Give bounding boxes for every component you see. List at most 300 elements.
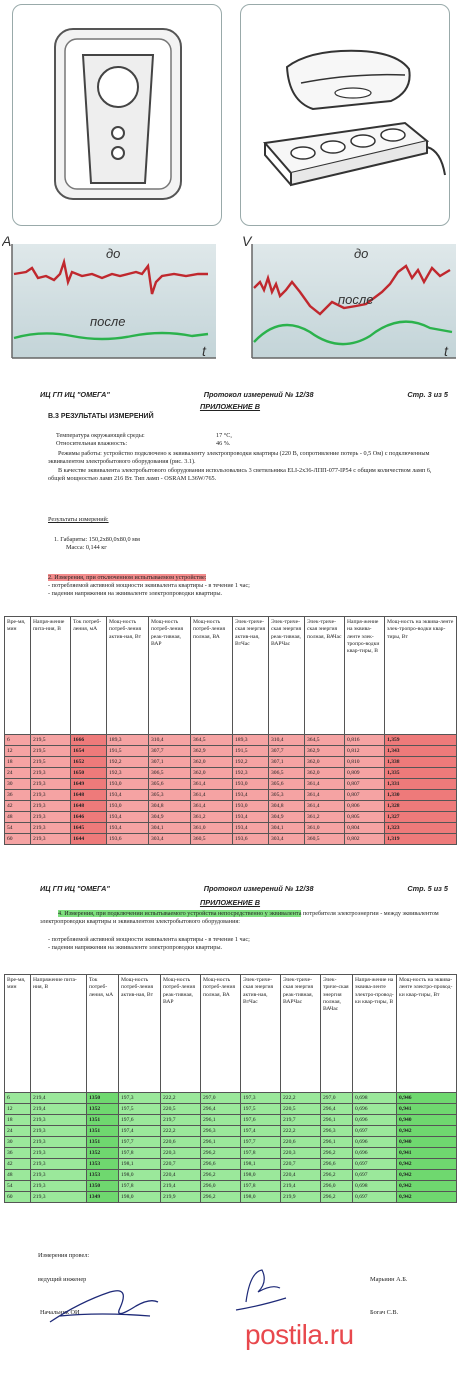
org-name: ИЦ ГП ИЦ "ОМЕГА" [40, 884, 110, 893]
table-cell: 198,1 [241, 1159, 281, 1170]
table-cell: 1350 [87, 1093, 119, 1104]
table-cell: 222,2 [281, 1126, 321, 1137]
table-cell: 42 [5, 1159, 31, 1170]
table-cell: 307,1 [269, 757, 305, 768]
table-cell: 189,3 [107, 735, 149, 746]
table-cell: 310,4 [269, 735, 305, 746]
table-row [5, 1170, 457, 1181]
table-row [5, 1137, 457, 1148]
table-row [5, 812, 457, 823]
table-cell: 1,359 [385, 735, 457, 746]
table-cell: 305,3 [149, 790, 191, 801]
table-cell: 361,4 [305, 790, 345, 801]
annex-title: ПРИЛОЖЕНИЕ В [199, 898, 261, 907]
table-cell: 193,0 [233, 801, 269, 812]
table-cell: 361,4 [191, 801, 233, 812]
table-cell: 297,0 [201, 1093, 241, 1104]
table-cell: 0,807 [345, 790, 385, 801]
table-cell: 197,4 [119, 1126, 161, 1137]
table-cell: 219,3 [31, 1159, 87, 1170]
table-cell: 1644 [71, 834, 107, 845]
table-cell: 1666 [71, 735, 107, 746]
table-cell: 1,343 [385, 746, 457, 757]
table-cell: 0,946 [397, 1093, 457, 1104]
table-cell: 1,327 [385, 812, 457, 823]
table-cell: 12 [5, 1104, 31, 1115]
table-cell: 219,4 [31, 1104, 87, 1115]
table-cell: 54 [5, 823, 31, 834]
table-cell: 304,9 [149, 812, 191, 823]
column-header: Мощ-ность потреб-ления реак-тивная, ВАР [161, 975, 201, 1093]
page-header [40, 390, 448, 400]
table-cell: 0,697 [353, 1126, 397, 1137]
table-cell: 296,1 [201, 1115, 241, 1126]
table-cell: 24 [5, 768, 31, 779]
table-cell: 220,6 [281, 1137, 321, 1148]
table-row [5, 1126, 457, 1137]
table-cell: 360,5 [191, 834, 233, 845]
table-cell: 193,4 [107, 812, 149, 823]
item-2-bullet-1: - потребляемой активной мощности эквивалента квартиры - в течение 1 час; [48, 582, 250, 589]
table-cell: 1,331 [385, 779, 457, 790]
table-cell: 198,1 [119, 1159, 161, 1170]
table-cell: 1,338 [385, 757, 457, 768]
table-cell: 193,6 [233, 834, 269, 845]
table-cell: 0,942 [397, 1159, 457, 1170]
column-header: Элек-триче-ская энергия полная, ВАЧас [305, 617, 345, 735]
table-cell: 219,3 [31, 779, 71, 790]
table-cell: 197,8 [119, 1181, 161, 1192]
table-cell: 0,698 [353, 1181, 397, 1192]
table-cell: 361,2 [305, 812, 345, 823]
table-row [5, 790, 457, 801]
table-cell: 192,2 [233, 757, 269, 768]
x-axis-label: t [444, 343, 448, 359]
lead-engineer-label: ведущий инженер [38, 1276, 87, 1283]
table-cell: 219,3 [31, 768, 71, 779]
table-cell: 48 [5, 812, 31, 823]
equivalent-text: В качестве эквивалента электробытового оборудования использовались 3 светильника ELI-2х36-ЛПП-077-IP54 с общим количеством ламп 6, общей мощностью ламп 216 Вт. Тип ламп - OSRAM L36W/765. [48, 467, 432, 483]
table-cell: 60 [5, 834, 31, 845]
table-row [5, 1181, 457, 1192]
table-cell: 296,0 [321, 1181, 353, 1192]
table-cell: 219,3 [31, 823, 71, 834]
table-cell: 219,3 [31, 801, 71, 812]
column-header: Напря-жение на эквива-ленте электро-провод-ки квар-тиры, В [353, 975, 397, 1093]
table-cell: 296,1 [321, 1137, 353, 1148]
column-header: Вре-мя, мин [5, 975, 31, 1093]
table-cell: 0,809 [345, 768, 385, 779]
table-cell: 198,0 [119, 1192, 161, 1203]
table-cell: 0,940 [397, 1115, 457, 1126]
table-cell: 197,7 [241, 1137, 281, 1148]
mass: Масса: 0,144 кг [66, 544, 107, 551]
conditions: Температура окружающей среды: 17 °С, Относительная влажность: 46 %. [56, 432, 232, 448]
table-cell: 296,2 [321, 1170, 353, 1181]
table-cell: 193,0 [233, 779, 269, 790]
table-cell: 219,7 [281, 1115, 321, 1126]
table-cell: 219,5 [31, 746, 71, 757]
table-cell: 305,3 [269, 790, 305, 801]
column-header: Ток потреб-ления, мА [87, 975, 119, 1093]
table-cell: 219,3 [31, 834, 71, 845]
table-row [5, 779, 457, 790]
plug-adapter-illustration [240, 4, 450, 226]
table-cell: 296,6 [321, 1159, 353, 1170]
table-cell: 1,335 [385, 768, 457, 779]
table-cell: 297,0 [321, 1093, 353, 1104]
column-header: Элек-триче-ская энергия реак-тивная, ВАРЧас [269, 617, 305, 735]
table-cell: 30 [5, 1137, 31, 1148]
table-cell: 361,4 [191, 790, 233, 801]
table-cell: 0,804 [345, 823, 385, 834]
table-cell: 0,942 [397, 1181, 457, 1192]
table-cell: 197,3 [241, 1093, 281, 1104]
column-header: Мощ-ность на эквива-ленте элек-тропро-водки квар-тиры, Вт [385, 617, 457, 735]
table-cell: 1352 [87, 1148, 119, 1159]
table-cell: 193,4 [107, 790, 149, 801]
table-cell: 219,7 [161, 1115, 201, 1126]
table-cell: 296,4 [321, 1104, 353, 1115]
signature-head [40, 1272, 170, 1332]
item-2-bullet-2: - падения напряжения на эквиваленте электропроводки квартиры. [48, 590, 223, 597]
protocol-page-3 [0, 368, 460, 868]
table-cell: 304,1 [269, 823, 305, 834]
table-cell: 1349 [87, 1192, 119, 1203]
dimensions: 1. Габариты: 150,2х80,0х80,0 мм [54, 536, 140, 543]
table-row [5, 1093, 457, 1104]
table-cell: 0,698 [353, 1093, 397, 1104]
table-cell: 1350 [87, 1181, 119, 1192]
table-cell: 0,807 [345, 779, 385, 790]
table-cell: 1648 [71, 801, 107, 812]
table-cell: 42 [5, 801, 31, 812]
table-cell: 1645 [71, 823, 107, 834]
table-cell: 220,5 [281, 1104, 321, 1115]
table-cell: 220,4 [161, 1170, 201, 1181]
table-cell: 305,6 [269, 779, 305, 790]
table-cell: 304,8 [269, 801, 305, 812]
table-cell: 0,942 [397, 1170, 457, 1181]
table-cell: 192,2 [107, 757, 149, 768]
table-cell: 360,5 [305, 834, 345, 845]
table-cell: 197,5 [241, 1104, 281, 1115]
table-cell: 197,3 [119, 1093, 161, 1104]
table-cell: 303,4 [269, 834, 305, 845]
column-header: Элек-триче-ская энергия актив-ная, ВтЧас [241, 975, 281, 1093]
column-header: Вре-мя, мин [5, 617, 31, 735]
table-cell: 304,1 [149, 823, 191, 834]
table-cell: 0,696 [353, 1115, 397, 1126]
table-cell: 197,6 [119, 1115, 161, 1126]
measurements-table-on [4, 974, 457, 1203]
column-header: Элек-триче-ская энергия реак-тивная, ВАРЧас [281, 975, 321, 1093]
table-cell: 296,2 [321, 1192, 353, 1203]
table-cell: 0,810 [345, 757, 385, 768]
table-cell: 303,4 [149, 834, 191, 845]
table-row [5, 1115, 457, 1126]
table-cell: 192,3 [233, 768, 269, 779]
voltage-graph [240, 232, 458, 362]
table-cell: 220,7 [281, 1159, 321, 1170]
table-cell: 219,9 [281, 1192, 321, 1203]
page-header [40, 884, 448, 894]
postila-watermark: postila.ru [245, 1319, 354, 1350]
table-cell: 219,4 [281, 1181, 321, 1192]
table-cell: 362,0 [191, 757, 233, 768]
table-cell: 220,3 [281, 1148, 321, 1159]
table-cell: 0,696 [353, 1104, 397, 1115]
table-cell: 198,0 [241, 1170, 281, 1181]
table-cell: 361,0 [191, 823, 233, 834]
table-cell: 1353 [87, 1170, 119, 1181]
table-cell: 364,5 [191, 735, 233, 746]
item-4-text: 4. Измерения, при подключении испытываемого устройства непосредственно у эквивалента потребителя электроэнергии - между эквивалентом электропроводки квартиры и эквивалентом электробытового оборудования: [40, 910, 439, 926]
protocol-page-5 [0, 868, 460, 1373]
table-row [5, 801, 457, 812]
table-cell: 219,3 [31, 1192, 87, 1203]
column-header: Ток потреб-ления, мА [71, 617, 107, 735]
table-cell: 296,0 [201, 1181, 241, 1192]
table-cell: 307,7 [269, 746, 305, 757]
table-cell: 1646 [71, 812, 107, 823]
table-cell: 0,942 [397, 1192, 457, 1203]
table-cell: 364,5 [305, 735, 345, 746]
table-cell: 220,6 [161, 1137, 201, 1148]
table-cell: 219,3 [31, 1126, 87, 1137]
table-row [5, 834, 457, 845]
table-cell: 296,3 [201, 1126, 241, 1137]
table-row [5, 1192, 457, 1203]
measurements-table-off [4, 616, 457, 845]
table-row [5, 768, 457, 779]
table-header-row [5, 975, 457, 1093]
table-row [5, 1104, 457, 1115]
head-name: Богач С.В. [370, 1309, 399, 1316]
table-cell: 193,4 [233, 823, 269, 834]
table-cell: 310,4 [149, 735, 191, 746]
table-cell: 193,4 [233, 790, 269, 801]
table-cell: 219,3 [31, 1148, 87, 1159]
table-cell: 0,805 [345, 812, 385, 823]
table-cell: 304,9 [269, 812, 305, 823]
mode-text: Режимы работы: устройство подключено к эквиваленту электропроводки квартиры (220 В, сопротивление потерь - 0,5 Ом) с подключенным эквивалентом электробытового оборудования (рис. 3.1). [48, 450, 430, 466]
table-cell: 189,3 [233, 735, 269, 746]
item-4-bullet-2: - падения напряжения на эквиваленте электропроводки квартиры. [48, 944, 223, 951]
table-cell: 0,942 [397, 1126, 457, 1137]
table-cell: 296,2 [201, 1170, 241, 1181]
table-cell: 296,4 [201, 1104, 241, 1115]
table-cell: 362,0 [305, 768, 345, 779]
table-cell: 30 [5, 779, 31, 790]
after-label: после [90, 314, 126, 329]
table-cell: 220,4 [281, 1170, 321, 1181]
table-cell: 296,2 [321, 1148, 353, 1159]
table-cell: 193,0 [107, 801, 149, 812]
table-cell: 1352 [87, 1104, 119, 1115]
current-graph [2, 232, 220, 362]
table-cell: 361,0 [305, 823, 345, 834]
table-cell: 1,319 [385, 834, 457, 845]
table-cell: 304,8 [149, 801, 191, 812]
table-cell: 306,5 [269, 768, 305, 779]
table-cell: 222,2 [161, 1126, 201, 1137]
table-cell: 193,4 [107, 823, 149, 834]
y-axis-label: A [2, 233, 12, 249]
org-name: ИЦ ГП ИЦ "ОМЕГА" [40, 390, 110, 399]
item-2-title: 2. Измерения, при отключенном испытываемом устройстве: [48, 574, 207, 581]
table-cell: 362,9 [191, 746, 233, 757]
table-cell: 219,3 [31, 1170, 87, 1181]
table-cell: 0,812 [345, 746, 385, 757]
measured-by-label: Измерения провел: [38, 1252, 90, 1259]
table-cell: 192,3 [107, 768, 149, 779]
table-cell: 193,6 [107, 834, 149, 845]
table-cell: 54 [5, 1181, 31, 1192]
table-header-row [5, 617, 457, 735]
column-header: Мощ-ность потреб-ления актив-ная, Вт [119, 975, 161, 1093]
table-cell: 306,5 [149, 768, 191, 779]
table-cell: 1,328 [385, 801, 457, 812]
table-cell: 193,4 [233, 812, 269, 823]
table-cell: 0,802 [345, 834, 385, 845]
table-cell: 296,2 [201, 1148, 241, 1159]
column-header: Мощ-ность на эквива-ленте электро-провод-ки квар-тиры, Вт [397, 975, 457, 1093]
column-header: Элек-триче-ская энергия актив-ная, ВтЧас [233, 617, 269, 735]
column-header: Элек-триче-ская энергия полная, ВАЧас [321, 975, 353, 1093]
table-cell: 191,5 [233, 746, 269, 757]
table-cell: 296,2 [201, 1192, 241, 1203]
table-cell: 36 [5, 1148, 31, 1159]
table-cell: 361,4 [191, 779, 233, 790]
table-cell: 0,806 [345, 801, 385, 812]
table-cell: 220,3 [161, 1148, 201, 1159]
table-cell: 222,2 [161, 1093, 201, 1104]
table-cell: 197,8 [241, 1181, 281, 1192]
table-cell: 0,816 [345, 735, 385, 746]
table-cell: 219,3 [31, 1181, 87, 1192]
table-cell: 1351 [87, 1126, 119, 1137]
table-cell: 305,6 [149, 779, 191, 790]
page-number: Стр. 5 из 5 [407, 884, 448, 893]
table-cell: 307,7 [149, 746, 191, 757]
table-cell: 6 [5, 735, 31, 746]
table-cell: 362,9 [305, 746, 345, 757]
table-cell: 1649 [71, 779, 107, 790]
table-cell: 0,697 [353, 1159, 397, 1170]
table-cell: 0,941 [397, 1148, 457, 1159]
table-row [5, 1148, 457, 1159]
table-cell: 1650 [71, 768, 107, 779]
table-cell: 0,697 [353, 1170, 397, 1181]
table-row [5, 757, 457, 768]
table-cell: 197,4 [241, 1126, 281, 1137]
table-cell: 1351 [87, 1137, 119, 1148]
column-header: Напря-жение пита-ния, В [31, 617, 71, 735]
table-cell: 18 [5, 1115, 31, 1126]
table-cell: 18 [5, 757, 31, 768]
table-cell: 222,2 [281, 1093, 321, 1104]
table-cell: 48 [5, 1170, 31, 1181]
table-cell: 198,0 [119, 1170, 161, 1181]
table-cell: 197,5 [119, 1104, 161, 1115]
table-cell: 219,4 [31, 1093, 87, 1104]
table-cell: 0,696 [353, 1148, 397, 1159]
item-4-bullet-1: - потребляемой активной мощности эквивалента квартиры - в течение 1 час; [48, 936, 250, 943]
table-cell: 6 [5, 1093, 31, 1104]
table-cell: 361,2 [191, 812, 233, 823]
column-header: Мощ-ность потреб-ления полная, ВА [201, 975, 241, 1093]
table-cell: 193,0 [107, 779, 149, 790]
section-title: В.3 РЕЗУЛЬТАТЫ ИЗМЕРЕНИЙ [48, 413, 154, 420]
page-number: Стр. 3 из 5 [407, 390, 448, 399]
table-cell: 296,1 [321, 1115, 353, 1126]
column-header: Мощ-ность потреб-ления полная, ВА [191, 617, 233, 735]
table-cell: 362,0 [305, 757, 345, 768]
table-cell: 0,940 [397, 1137, 457, 1148]
table-cell: 0,941 [397, 1104, 457, 1115]
table-cell: 191,5 [107, 746, 149, 757]
table-cell: 1,323 [385, 823, 457, 834]
column-header: Напря-жение на эквива-ленте элек-тропро-водки квар-тиры, В [345, 617, 385, 735]
table-cell: 197,8 [241, 1148, 281, 1159]
before-label: до [354, 246, 369, 261]
y-axis-label: V [242, 233, 252, 249]
table-cell: 219,4 [161, 1181, 201, 1192]
table-cell: 1652 [71, 757, 107, 768]
table-cell: 0,696 [353, 1137, 397, 1148]
table-cell: 219,5 [31, 757, 71, 768]
table-cell: 1,330 [385, 790, 457, 801]
table-cell: 296,6 [201, 1159, 241, 1170]
column-header: Мощ-ность потреб-ления реак-тивная, ВАР [149, 617, 191, 735]
table-cell: 60 [5, 1192, 31, 1203]
table-cell: 1654 [71, 746, 107, 757]
head-label: Начальник ОИ [40, 1309, 80, 1316]
table-cell: 220,7 [161, 1159, 201, 1170]
table-cell: 1351 [87, 1115, 119, 1126]
table-cell: 219,3 [31, 1137, 87, 1148]
table-row [5, 735, 457, 746]
table-cell: 219,9 [161, 1192, 201, 1203]
lead-engineer-name: Марьиин А.Б. [370, 1276, 408, 1283]
table-cell: 362,0 [191, 768, 233, 779]
annex-title: ПРИЛОЖЕНИЕ В [199, 402, 261, 411]
table-cell: 0,697 [353, 1192, 397, 1203]
table-cell: 219,3 [31, 790, 71, 801]
table-cell: 197,7 [119, 1137, 161, 1148]
table-cell: 1353 [87, 1159, 119, 1170]
table-cell: 24 [5, 1126, 31, 1137]
table-cell: 220,5 [161, 1104, 201, 1115]
table-cell: 219,3 [31, 1115, 87, 1126]
table-cell: 12 [5, 746, 31, 757]
after-label: после [338, 292, 374, 307]
protocol-number: Протокол измерений № 12/38 [203, 390, 314, 399]
results-label: Результаты измерений: [48, 516, 109, 523]
table-cell: 307,1 [149, 757, 191, 768]
table-row [5, 1159, 457, 1170]
table-row [5, 823, 457, 834]
table-cell: 197,8 [119, 1148, 161, 1159]
table-row [5, 746, 457, 757]
table-cell: 361,4 [305, 779, 345, 790]
before-label: до [106, 246, 121, 261]
table-cell: 219,3 [31, 812, 71, 823]
table-cell: 361,4 [305, 801, 345, 812]
protocol-number: Протокол измерений № 12/38 [203, 884, 314, 893]
table-cell: 1648 [71, 790, 107, 801]
